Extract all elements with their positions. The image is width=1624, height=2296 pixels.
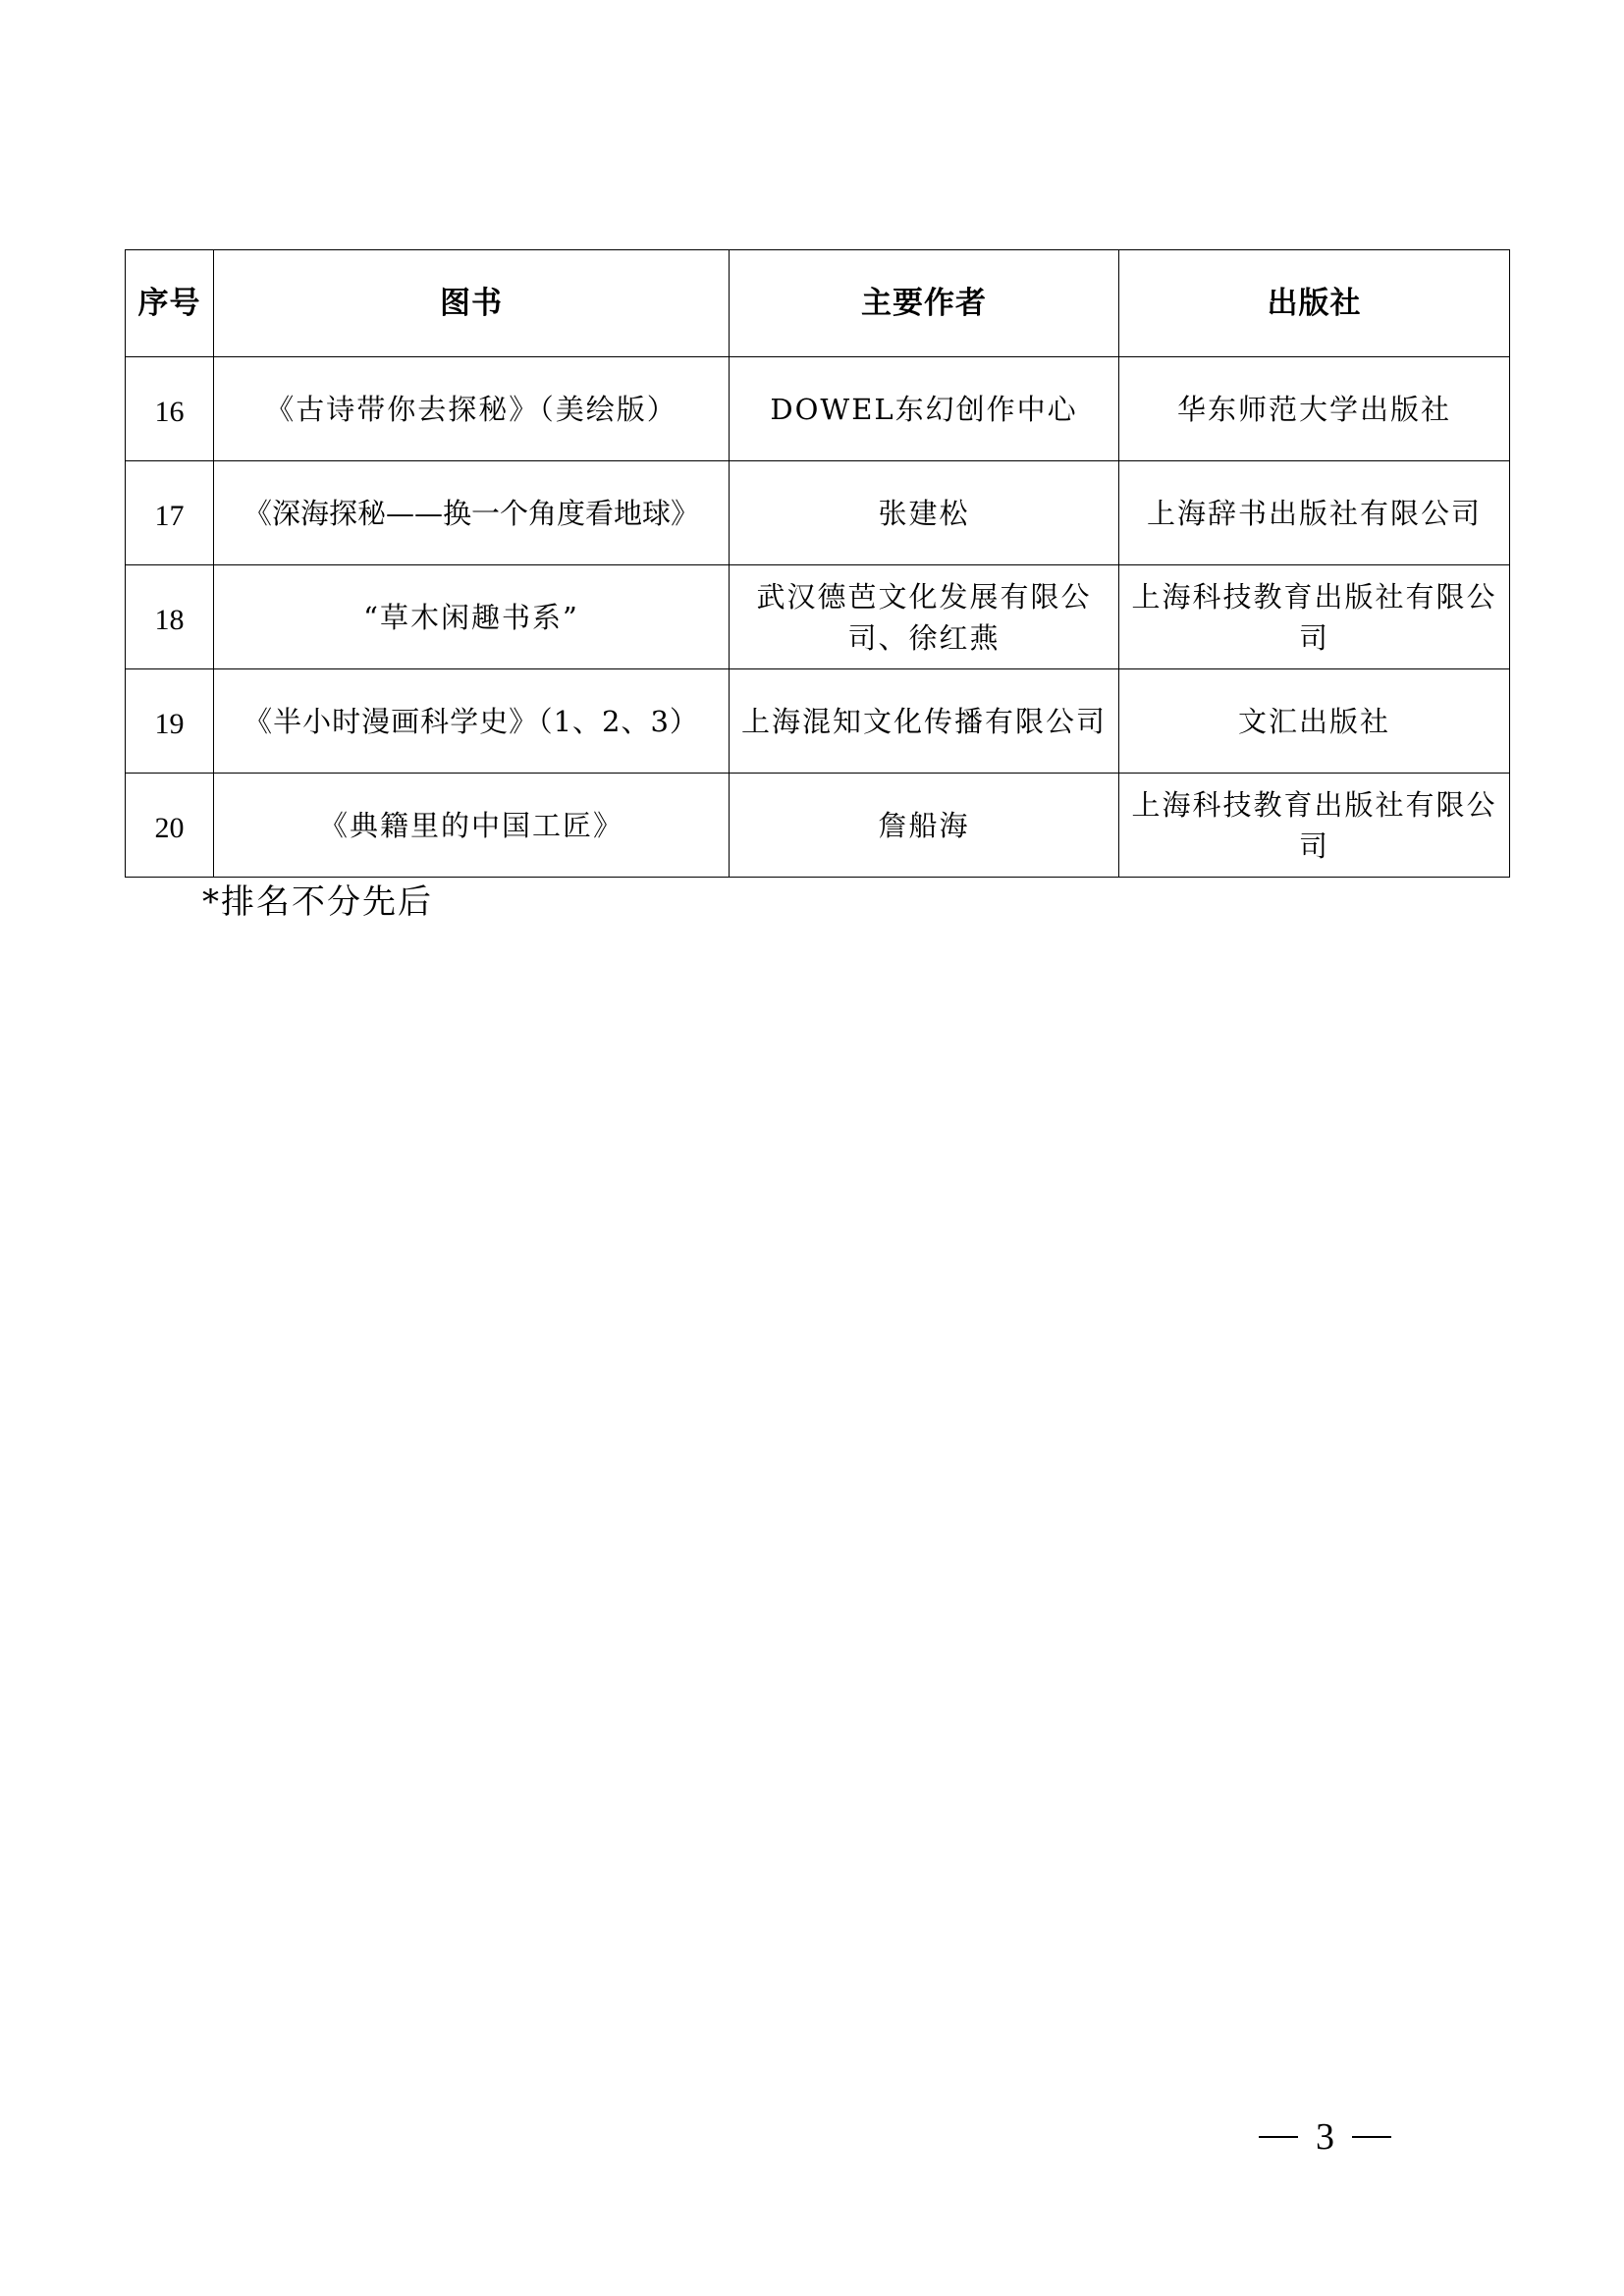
cell-author: 张建松	[730, 461, 1119, 565]
cell-serial-number: 20	[126, 774, 214, 878]
table-row	[126, 669, 1510, 774]
table-row	[126, 357, 1510, 461]
cell-author: 詹船海	[730, 774, 1119, 878]
cell-publisher: 上海科技教育出版社有限公司	[1119, 565, 1510, 669]
cell-author: DOWEL东幻创作中心	[730, 357, 1119, 461]
header-book: 图书	[214, 250, 730, 357]
cell-book: “草木闲趣书系”	[214, 565, 730, 669]
cell-book: 《古诗带你去探秘》（美绘版）	[214, 357, 730, 461]
header-serial-number: 序号	[126, 250, 214, 357]
ranking-footnote: *排名不分先后	[202, 882, 433, 922]
cell-publisher: 文汇出版社	[1119, 669, 1510, 774]
cell-book: 《半小时漫画科学史》（1、2、3）	[214, 669, 730, 774]
table-row	[126, 774, 1510, 878]
table-row	[126, 565, 1510, 669]
cell-publisher: 上海科技教育出版社有限公司	[1119, 774, 1510, 878]
cell-book: 《典籍里的中国工匠》	[214, 774, 730, 878]
page-number-dash-right	[1352, 2136, 1391, 2138]
header-author: 主要作者	[730, 250, 1119, 357]
header-publisher: 出版社	[1119, 250, 1510, 357]
page-number-value: 3	[1316, 2116, 1334, 2158]
page-number-dash-left	[1259, 2136, 1298, 2138]
table-row	[126, 461, 1510, 565]
cell-serial-number: 16	[126, 357, 214, 461]
cell-publisher: 上海辞书出版社有限公司	[1119, 461, 1510, 565]
cell-serial-number: 18	[126, 565, 214, 669]
book-list-table	[125, 249, 1510, 878]
page-number	[1259, 2115, 1391, 2159]
cell-serial-number: 17	[126, 461, 214, 565]
cell-book: 《深海探秘——换一个角度看地球》	[214, 461, 730, 565]
cell-author: 上海混知文化传播有限公司	[730, 669, 1119, 774]
cell-publisher: 华东师范大学出版社	[1119, 357, 1510, 461]
table-header-row	[126, 250, 1510, 357]
cell-author: 武汉德芭文化发展有限公司、徐红燕	[730, 565, 1119, 669]
cell-serial-number: 19	[126, 669, 214, 774]
